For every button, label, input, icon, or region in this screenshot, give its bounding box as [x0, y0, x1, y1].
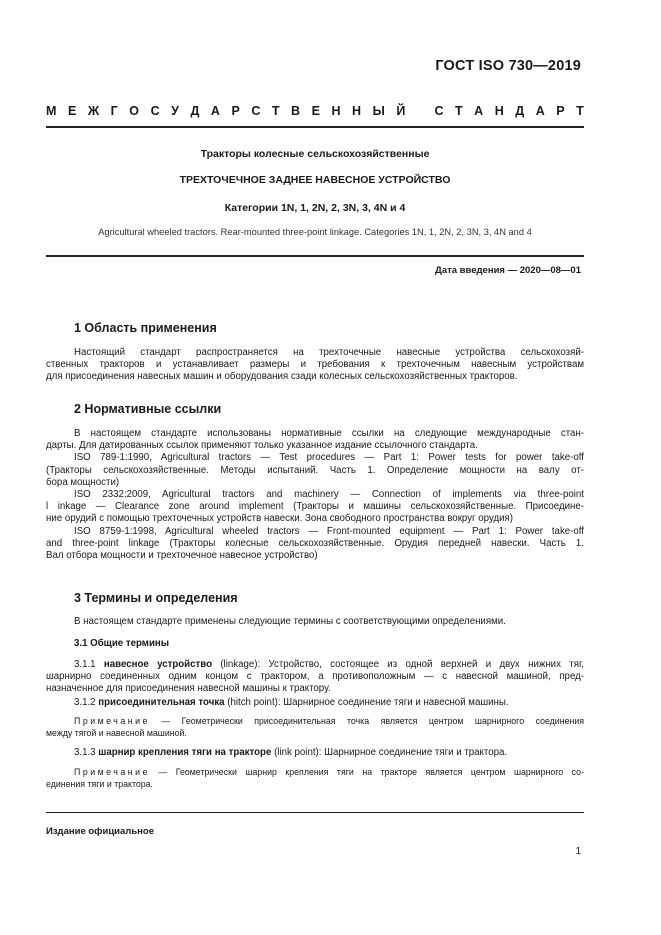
banner-letter: С	[150, 104, 160, 118]
text-line: между тягой и навесной машиной.	[46, 727, 187, 738]
text-line	[46, 659, 584, 671]
term-definition: (link point): Шарнирное соединение тяги и трактора.	[271, 747, 508, 758]
section-2-heading: 2 Нормативные ссылки	[74, 402, 222, 416]
banner-letter: Ы	[372, 104, 385, 118]
section-3-intro	[46, 616, 584, 628]
title-categories: Категории 1N, 1, 2N, 2, 3N, 3, 4N и 4	[224, 202, 406, 214]
note-text: — Геометрически присоединительная точка является центром шарнирного соединения	[149, 716, 584, 726]
section-2-body	[46, 428, 584, 562]
banner-letter: А	[474, 104, 484, 118]
text-line: В настоящем стандарте применены следующие термины с соответствующими определениями.	[74, 616, 506, 627]
banner-letter: Д	[515, 104, 525, 118]
section-1-body	[46, 347, 584, 384]
note-text: — Геометрически шарнир крепления тяги на тракторе является центром шарнирного со-	[149, 767, 584, 777]
text-line: назначенное для присоединения навесной машины к трактору.	[46, 683, 331, 695]
text-line: В настоящем стандарте использованы нормативные ссылки на следующие международные стан-	[74, 428, 584, 439]
term-number: 3.1.3	[74, 747, 99, 758]
text-line: ISO 789-1:1990, Agricultural tractors — Test procedures — Part 1: Power tests for power take-off	[74, 452, 584, 464]
term-definition: (hitch point): Шарнирное соединение тяги и навесной машины.	[224, 697, 509, 708]
term-name: шарнир крепления тяги на тракторе	[98, 747, 272, 758]
banner-letter: А	[210, 104, 220, 118]
banner-letter: Й	[396, 104, 406, 118]
text-line: единения тяги и трактора.	[46, 778, 154, 789]
subsection-3-1-heading: 3.1 Общие термины	[74, 638, 170, 649]
term-number: 3.1.2	[74, 697, 99, 708]
term-3-1-3	[46, 747, 584, 759]
banner-letter: Н	[352, 104, 362, 118]
text-line: ние орудий с помощью трехточечных устройств навески. Зона свободного пространства вокруг орудия)	[46, 513, 514, 525]
text-line: l inkage — Clearance zone around implement (Тракторы и машины сельскохозяйственные. Присоедине-	[46, 501, 584, 513]
title-english: Agricultural wheeled tractors. Rear-mounted three-point linkage. Categories 1N, 1, 2N, 2, 3N, 3, 4N and 4	[98, 227, 532, 237]
term-3-1-1	[46, 659, 584, 696]
text-line: and three-point linkage (Тракторы колесные сельскохозяйственные. Орудия передней навески. Часть 1.	[46, 537, 584, 549]
note-2	[46, 767, 584, 790]
banner-letter: Е	[311, 104, 320, 118]
banner-letter: Н	[494, 104, 504, 118]
note-label: Примечание	[74, 767, 150, 777]
edition-label: Издание официальное	[46, 826, 154, 837]
header-rule	[46, 126, 584, 128]
term-number: 3.1.1	[74, 659, 104, 670]
document-code: ГОСТ ISO 730—2019	[435, 58, 581, 74]
text-line: ственных тракторов и устанавливает размеры и требования к трехточечным навесным устройствам	[46, 359, 584, 371]
text-line: для присоединения навесных машин и оборудования сзади колесных сельскохозяйственных тракторов.	[46, 371, 518, 383]
term-3-1-2	[46, 697, 584, 709]
banner-letter: М	[46, 104, 57, 118]
text-line: ISO 2332:2009, Agricultural tractors and machinery — Connection of implements via three-point	[74, 488, 584, 500]
banner-letter: Г	[110, 104, 118, 118]
footer-rule	[46, 812, 584, 813]
banner-letter: Е	[67, 104, 77, 118]
text-line: ISO 8759-1:1998, Agricultural wheeled tractors — Front-mounted equipment — Part 1: Power take-off	[74, 525, 584, 537]
text-line	[46, 697, 584, 709]
term-name: навесное устройство	[103, 659, 213, 670]
title-rule	[46, 255, 584, 257]
banner-letter: В	[291, 104, 301, 118]
term-name: присоединительная точка	[98, 697, 225, 708]
page-number: 1	[575, 846, 581, 857]
text-line: Настоящий стандарт распространяется на трехточечные навесные устройства сельскохозяй-	[74, 347, 584, 358]
banner-letter: С	[434, 104, 444, 118]
interstate-standard-banner	[46, 104, 584, 118]
title-line-2: ТРЕХТОЧЕЧНОЕ ЗАДНЕЕ НАВЕСНОЕ УСТРОЙСТВО	[179, 174, 451, 186]
note-label: Примечание	[74, 716, 150, 726]
banner-letter: У	[171, 104, 179, 118]
banner-letter: Р	[231, 104, 240, 118]
banner-letter: Н	[331, 104, 341, 118]
text-line	[46, 716, 584, 728]
text-line: (Тракторы сельскохозяйственные. Методы испытаний. Часть 1. Определение мощности на валу от-	[46, 464, 584, 476]
banner-letter: С	[251, 104, 261, 118]
section-3-heading: 3 Термины и определения	[74, 591, 238, 605]
banner-gap	[417, 104, 423, 118]
text-line: дарты. Для датированных ссылок применяют только указанное издание ссылочного стандарта.	[46, 440, 478, 452]
text-line	[46, 767, 584, 779]
note-1	[46, 716, 584, 739]
banner-letter: А	[535, 104, 545, 118]
banner-letter: Т	[576, 104, 584, 118]
text-line: шарнирно соединенных одним концом с трактором, а противоположным — с навесной машиной, пред-	[46, 671, 584, 683]
text-line	[46, 747, 584, 759]
title-line-1: Тракторы колесные сельскохозяйственные	[200, 148, 430, 160]
banner-letter: Т	[455, 104, 463, 118]
introduction-date: Дата введения — 2020—08—01	[435, 265, 581, 276]
section-1-heading: 1 Область применения	[74, 321, 217, 335]
text-line: Вал отбора мощности и трехточечное навесное устройство)	[46, 549, 318, 561]
term-definition: (linkage): Устройство, состоящее из одной верхней и двух нижних тяг,	[212, 659, 584, 670]
text-line: бора мощности)	[46, 476, 120, 488]
banner-letter: Д	[190, 104, 200, 118]
banner-letter: Р	[556, 104, 565, 118]
banner-letter: О	[129, 104, 140, 118]
banner-letter: Ж	[87, 104, 100, 118]
banner-letter: Т	[271, 104, 280, 118]
